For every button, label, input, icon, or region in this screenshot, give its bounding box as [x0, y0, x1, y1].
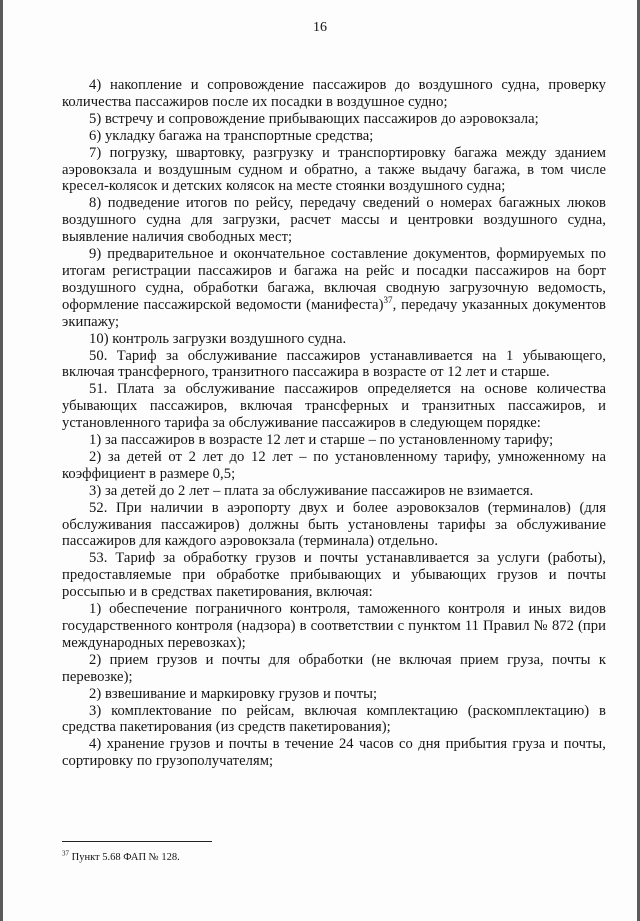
document-body	[62, 77, 606, 770]
footnote-reference[interactable]: 37	[383, 294, 393, 305]
paragraph: 10) контроль загрузки воздушного судна.	[89, 330, 347, 347]
paragraph: 53. Тариф за обработку грузов и почты устанавливается за услуги (работы), предоставляемые при обработке прибывающих и убывающих грузов и почты россыпью и в средствах пакетирования, включая:	[62, 550, 606, 601]
paragraph: 7) погрузку, швартовку, разгрузку и транспортировку багажа между зданием аэровокзала и воздушным судном и обратно, а также выдачу багажа, в том числе кресел-колясок и детских колясок на месте стоянки воздушного судна;	[62, 144, 606, 195]
paragraph: 1) обеспечение пограничного контроля, таможенного контроля и иных видов государственного контроля (надзора) в соответствии с пунктом 11 Правил № 872 (при международных перевозках);	[62, 601, 606, 651]
paragraph: 6) укладку багажа на транспортные средства;	[89, 127, 374, 144]
paragraph-text: , передачу указанных документов экипажу;	[62, 296, 606, 330]
paragraph-text: 9) предварительное и окончательное составление документов, формируемых по итогам регистрации пассажиров и багажа на рейс и посадки пассажиров на борт воздушного судна, обработки багажа, включая сводную загрузочную ведомость, оформление пассажирской ведомости (манифеста)	[62, 246, 606, 313]
paragraph-with-footnote	[62, 246, 606, 331]
paragraph: 3) за детей до 2 лет – плата за обслуживание пассажиров не взимается.	[89, 482, 534, 499]
scan-edge-left	[0, 0, 3, 921]
paragraph: 52. При наличии в аэропорту двух и более аэровокзалов (терминалов) (для обслуживания пассажиров) должны быть установлены тарифы за обслуживание пассажиров для каждого аэровокзала (терминала) отдельно.	[62, 499, 606, 550]
paragraph: 2) за детей от 2 лет до 12 лет – по установленному тарифу, умноженному на коэффициент в размере 0,5;	[62, 448, 606, 482]
paragraph: 50. Тариф за обслуживание пассажиров устанавливается на 1 убывающего, включая трансферного, транзитного пассажира в возрасте от 12 лет и старше.	[62, 347, 606, 381]
paragraph: 2) взвешивание и маркировку грузов и почты;	[89, 685, 378, 702]
paragraph: 2) прием грузов и почты для обработки (не включая прием груза, почты к перевозке);	[62, 651, 606, 685]
footnote	[62, 849, 180, 864]
footnote-text: Пункт 5.68 ФАП № 128.	[69, 852, 180, 863]
paragraph: 51. Плата за обслуживание пассажиров определяется на основе количества убывающих пассажиров, включая трансферных и транзитных пассажиров, и установленного тарифа за обслуживание пассажиров в следующем порядке:	[62, 381, 606, 432]
page-number: 16	[313, 20, 327, 35]
paragraph: 4) хранение грузов и почты в течение 24 часов со дня прибытия груза и почты, сортировку по грузополучателям;	[62, 736, 606, 770]
paragraph: 4) накопление и сопровождение пассажиров до воздушного судна, проверку количества пассажиров после их посадки в воздушное судно;	[62, 77, 606, 110]
paragraph: 5) встречу и сопровождение прибывающих пассажиров до аэровокзала;	[89, 110, 539, 127]
paragraph: 3) комплектование по рейсам, включая комплектацию (раскомплектацию) в средства пакетирования (из средств пакетирования);	[62, 702, 606, 736]
footnote-divider	[62, 841, 212, 842]
paragraph: 1) за пассажиров в возрасте 12 лет и старше – по установленному тарифу;	[89, 432, 554, 449]
paragraph: 8) подведение итогов по рейсу, передачу сведений о номерах багажных люков воздушного судна для загрузки, расчет массы и центровки воздушного судна, выявление наличия свободных мест;	[62, 195, 606, 246]
footnote-mark: 37	[62, 849, 69, 858]
